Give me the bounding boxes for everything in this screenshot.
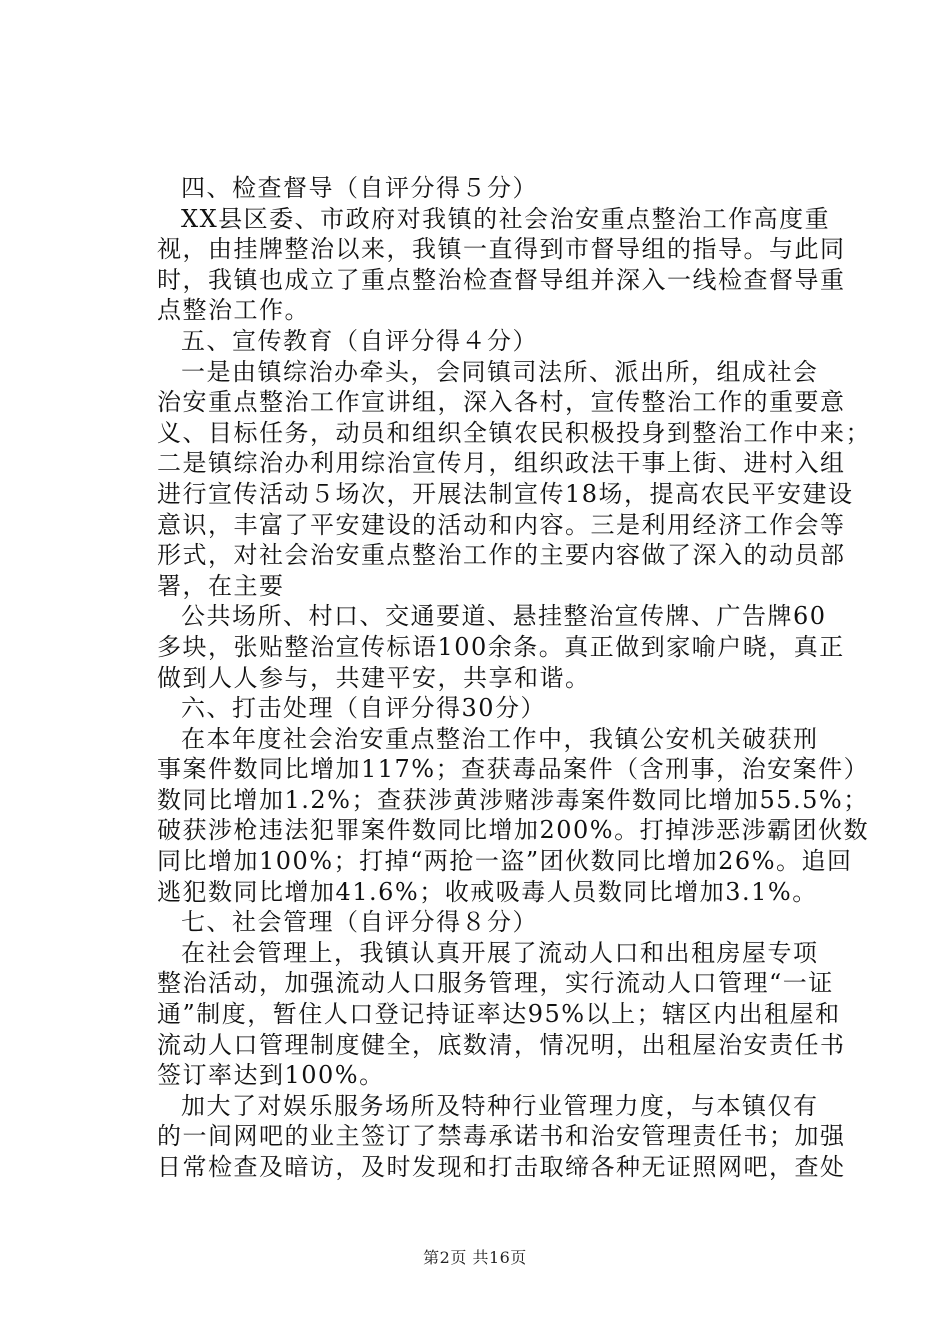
paragraph-line: 整治活动，加强流动人口服务管理，实行流动人口管理“一证 [157,969,834,998]
paragraph-line: 署，在主要 [157,571,285,600]
paragraph-line: 通”制度，暂住人口登记持证率达95%以上；辖区内出租屋和 [157,1000,841,1029]
page-number-footer: 第2页 共16页 [423,1248,527,1267]
paragraph-line: XX县区委、市政府对我镇的社会治安重点整治工作高度重 [181,204,831,233]
paragraph-line: 破获涉枪违法犯罪案件数同比增加200%。打掉涉恶涉霸团伙数 [157,816,870,845]
paragraph-line: 二是镇综治办利用综治宣传月，组织政法干事上街、进村入组 [157,449,846,478]
paragraph-line: 流动人口管理制度健全，底数清，情况明，出租屋治安责任书 [157,1030,846,1059]
paragraph-line: 在社会管理上，我镇认真开展了流动人口和出租房屋专项 [181,938,819,967]
section-heading: 六、打击处理（自评分得30分） [181,694,547,723]
section-heading: 四、检查督导（自评分得５分） [181,174,538,202]
paragraph-line: 时，我镇也成立了重点整治检查督导组并深入一线检查督导重 [157,265,846,294]
paragraph-line: 同比增加100%；打掉“两抢一盗”团伙数同比增加26%。追回 [157,847,853,876]
paragraph-line: 的一间网吧的业主签订了禁毒承诺书和治安管理责任书；加强 [157,1122,846,1151]
section-heading: 五、宣传教育（自评分得４分） [181,326,538,355]
paragraph-line: 数同比增加1.2%；查获涉黄涉赌涉毒案件数同比增加55.5%； [157,785,869,814]
paragraph-line: 在本年度社会治安重点整治工作中，我镇公安机关破获刑 [181,724,819,753]
paragraph-line: 义、目标任务，动员和组织全镇农民积极投身到整治工作中来； [157,418,871,447]
paragraph-line: 视，由挂牌整治以来，我镇一直得到市督导组的指导。与此同 [157,235,846,264]
paragraph-line: 事案件数同比增加117%；查获毒品案件（含刑事，治安案件） [157,755,870,784]
paragraph-line: 多块，张贴整治宣传标语100余条。真正做到家喻户晓，真正 [157,632,845,661]
paragraph-line: 签订率达到100%。 [157,1061,385,1090]
paragraph-line: 加大了对娱乐服务场所及特种行业管理力度，与本镇仅有 [181,1091,819,1120]
paragraph-line: 逃犯数同比增加41.6%；收戒吸毒人员数同比增加3.1%。 [157,877,818,906]
paragraph-line: 形式，对社会治安重点整治工作的主要内容做了深入的动员部 [157,541,846,570]
paragraph-line: 日常检查及暗访，及时发现和打击取缔各种无证照网吧，查处 [157,1153,846,1181]
paragraph-line: 点整治工作。 [157,296,310,325]
paragraph-line: 意识，丰富了平安建设的活动和内容。三是利用经济工作会等 [157,510,846,539]
paragraph-line: 进行宣传活动５场次，开展法制宣传18场，提高农民平安建设 [157,479,854,508]
section-heading: 七、社会管理（自评分得８分） [181,908,538,937]
paragraph-line: 一是由镇综治办牵头，会同镇司法所、派出所，组成社会 [181,357,819,386]
paragraph-line: 公共场所、村口、交通要道、悬挂整治宣传牌、广告牌60 [181,602,827,631]
document-body [157,173,871,1183]
paragraph-line: 做到人人参与，共建平安，共享和谐。 [157,663,591,692]
paragraph-line: 治安重点整治工作宣讲组，深入各村，宣传整治工作的重要意 [157,388,846,417]
